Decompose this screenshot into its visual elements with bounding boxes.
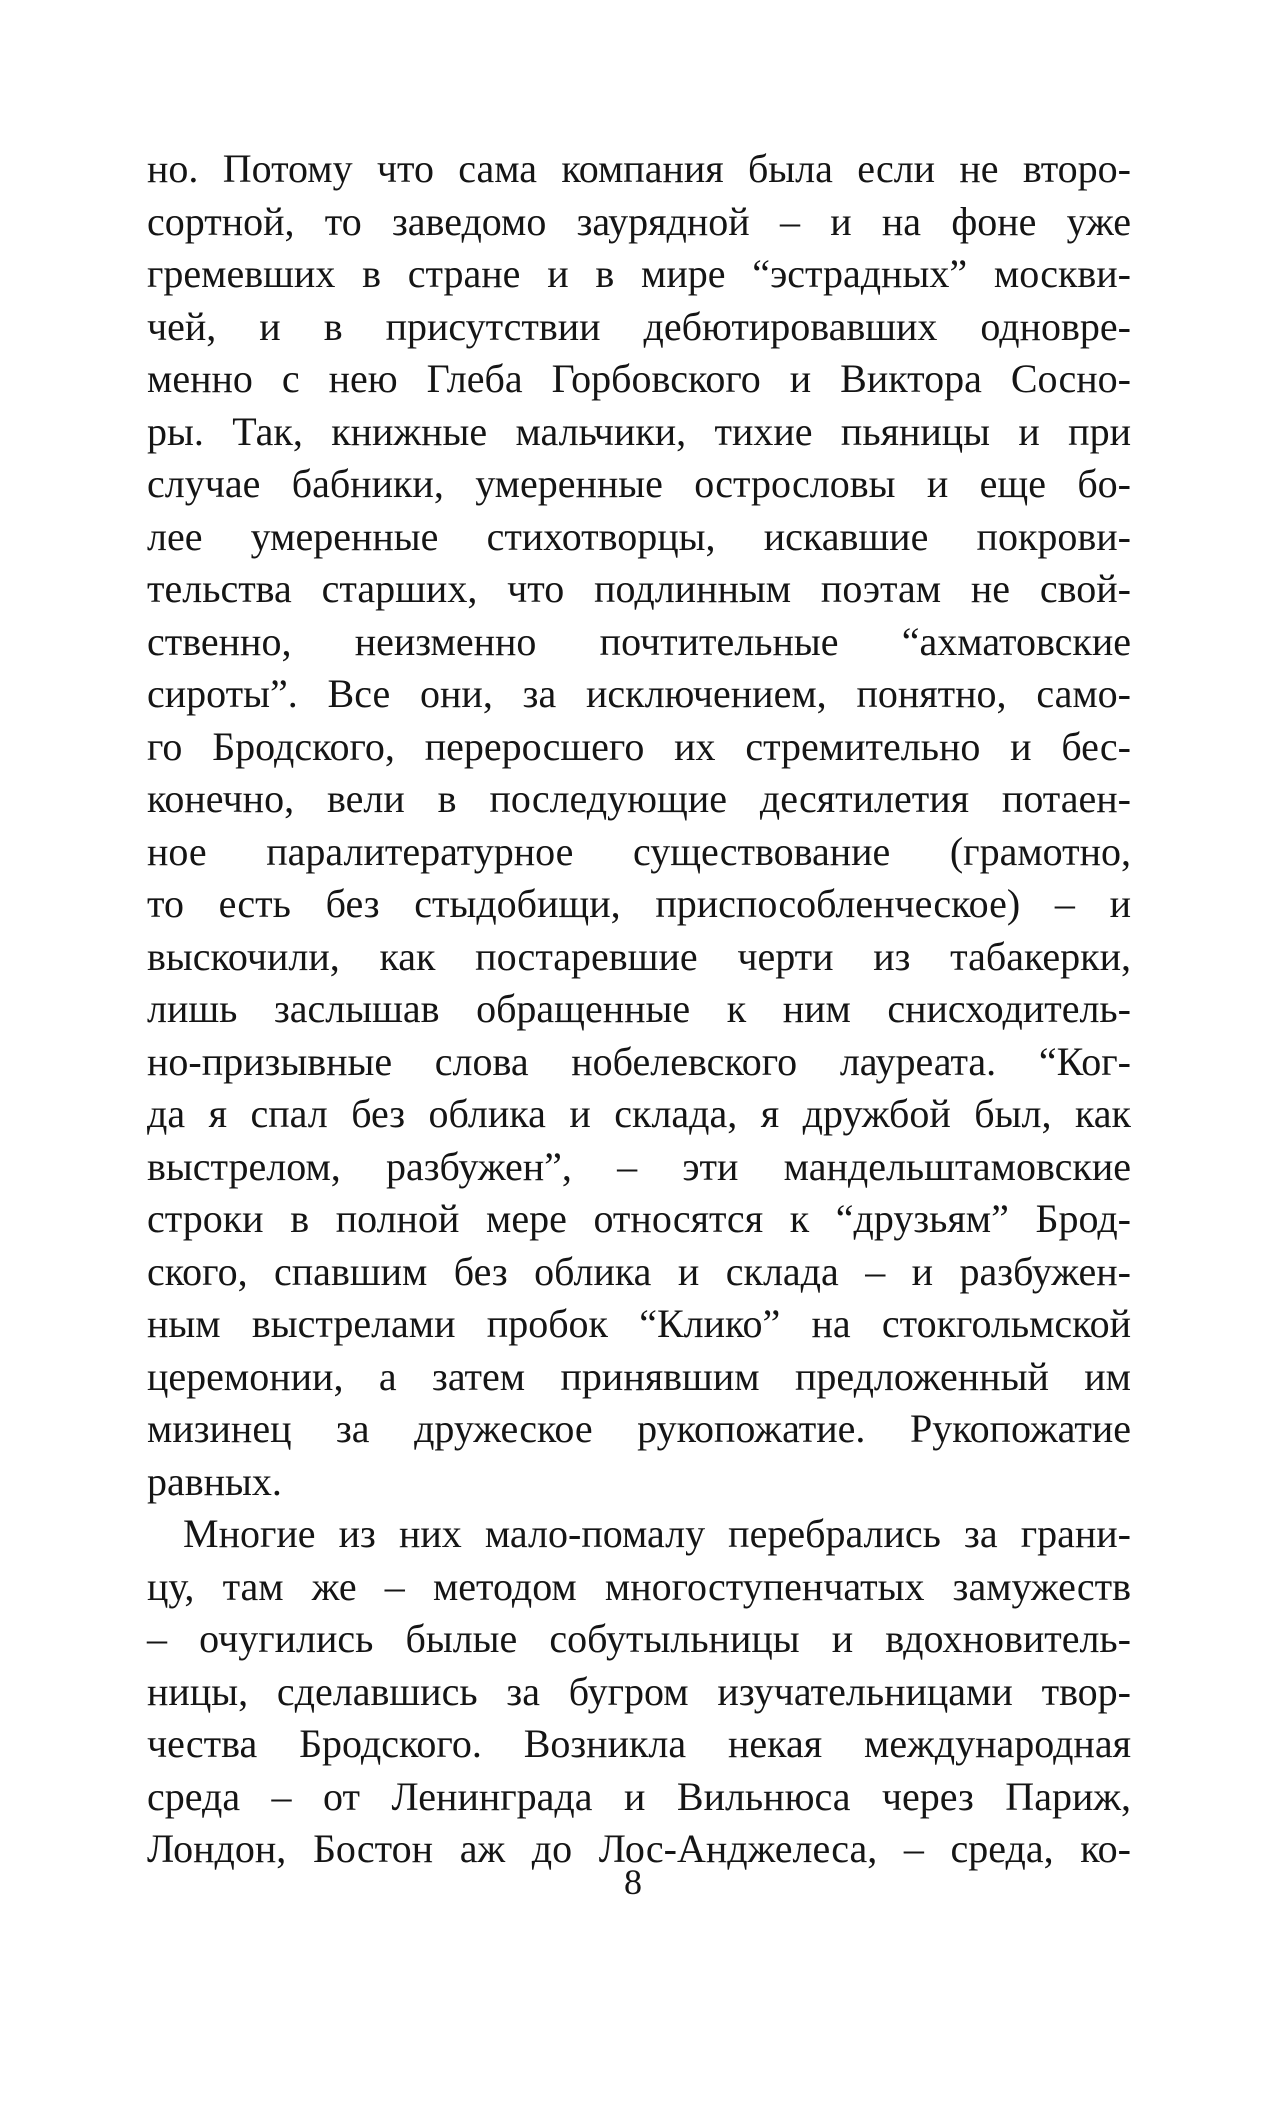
text-line: сортной, то заведомо заурядной – и на фоне уже — [147, 198, 1131, 244]
text-line: выскочили, как постаревшие черти из табакерки, — [147, 933, 1131, 979]
text-line: ственно, неизменно почтительные “ахматовские — [147, 618, 1131, 664]
text-line: конечно, вели в последующие десятилетия потаен- — [147, 776, 1131, 821]
text-line: го Бродского, переросшего их стремительно и бес- — [147, 723, 1131, 769]
text-line: выстрелом, разбужен”, – эти мандельштамовские — [147, 1143, 1131, 1189]
text-line: менно с нею Глеба Горбовского и Виктора Сосно- — [147, 356, 1131, 401]
text-line: лее умеренные стихотворцы, искавшие покрови- — [147, 513, 1131, 559]
text-line: церемонии, а затем принявшим предложенный им — [147, 1353, 1131, 1399]
text-line: чей, и в присутствии дебютировавших одновре- — [147, 303, 1131, 349]
text-line: Лондон, Бостон аж до Лос-Анджелеса, – среда, ко- — [147, 1826, 1131, 1871]
text-line: да я спал без облика и склада, я дружбой был, как — [147, 1091, 1131, 1136]
text-line: мизинец за дружеское рукопожатие. Рукопожатие — [147, 1406, 1131, 1451]
text-line: ное паралитературное существование (грамотно, — [147, 828, 1131, 874]
text-line: ского, спавшим без облика и склада – и разбужен- — [147, 1248, 1131, 1294]
text-line: ным выстрелами пробок “Клико” на стокгольмской — [147, 1301, 1131, 1346]
text-line: сироты”. Все они, за исключением, понятно, само- — [147, 671, 1131, 716]
text-line: ницы, сделавшись за бугром изучательницами твор- — [147, 1668, 1131, 1714]
paragraph-end-line: равных. — [147, 1458, 282, 1504]
text-line: ры. Так, книжные мальчики, тихие пьяницы и при — [147, 408, 1131, 454]
text-line: тельства старших, что подлинным поэтам не свой- — [147, 566, 1131, 611]
body-text — [147, 143, 1131, 1876]
text-line: цу, там же – методом многоступенчатых замужеств — [147, 1563, 1131, 1609]
text-line: то есть без стыдобищи, приспособленческое) – и — [147, 881, 1131, 926]
text-line: но-призывные слова нобелевского лауреата. “Ког- — [147, 1038, 1131, 1084]
text-line: строки в полной мере относятся к “друзьям” Брод- — [147, 1196, 1131, 1241]
paragraph-start-line: Многие из них мало-помалу перебрались за грани- — [183, 1511, 1131, 1556]
text-line: лишь заслышав обращенные к ним снисходитель- — [147, 986, 1131, 1031]
text-line: среда – от Ленинграда и Вильнюса через Париж, — [147, 1773, 1131, 1819]
text-line: гремевших в стране и в мире “эстрадных” москви- — [147, 251, 1131, 296]
text-line: случае бабники, умеренные острословы и еще бо- — [147, 461, 1131, 506]
text-line: но. Потому что сама компания была если не второ- — [147, 146, 1131, 191]
page-number: 8 — [624, 1862, 642, 1902]
text-line: чества Бродского. Возникла некая международная — [147, 1721, 1131, 1766]
text-line: – очугились былые собутыльницы и вдохновитель- — [147, 1616, 1131, 1661]
